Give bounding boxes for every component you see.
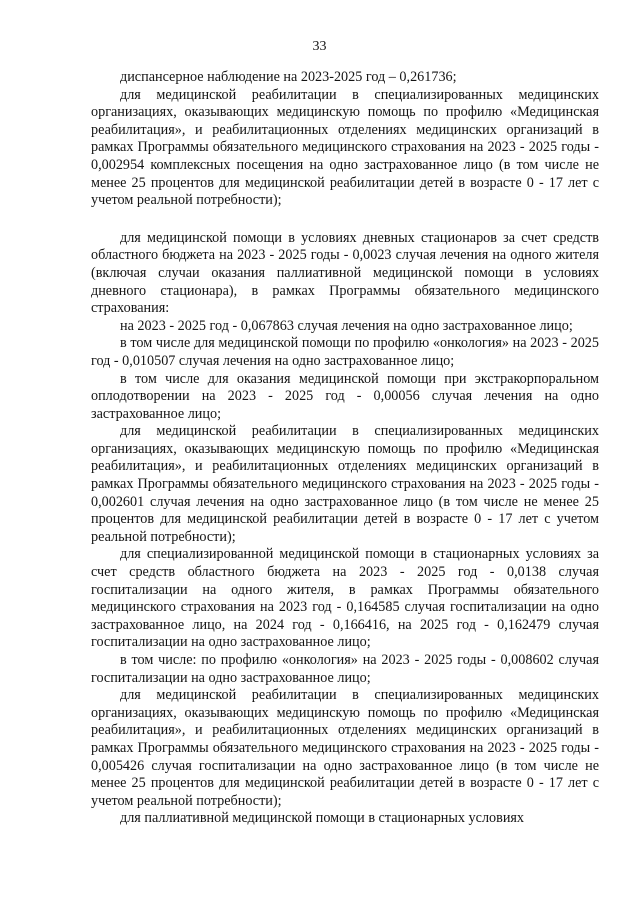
paragraph-oncology-day-hospital: в том числе для медицинской помощи по профилю «онкология» на 2023 - 2025 год - 0,010507 случая лечения на одно застрахованное лицо; bbox=[91, 335, 599, 369]
paragraph-oncology-inpatient: в том числе: по профилю «онкология» на 2023 - 2025 годы - 0,008602 случая госпитализации на одно застрахованное лицо; bbox=[91, 652, 599, 686]
paragraph-rehabilitation-visits: для медицинской реабилитации в специализированных медицинских организациях, оказывающих медицинскую помощь по профилю «Медицинская реабилитация», и реабилитационных отделениях медицинских организаций в рамках Программы обязательного медицинского страхования на 2023 - 2025 годы - 0,002954 комплексных посещения на одно застрахованное лицо (в том числе не менее 25 процентов для медицинской реабилитации детей в возрасте 0 - 17 лет с учетом реальной потребности); bbox=[91, 86, 599, 209]
paragraph-ivf: в том числе для оказания медицинской помощи при экстракорпоральном оплодотворении на 2023 - 2025 год - 0,00056 случая лечения на одно застрахованное лицо; bbox=[91, 370, 599, 422]
paragraph-day-hospital: для медицинской помощи в условиях дневных стационаров за счет средств областного бюджета на 2023 - 2025 годы - 0,0023 случая лечения на одного жителя (включая случаи оказания паллиативной медицинской помощи в условиях дневного стационара), в рамках Программы обязательного медицинского страхования: bbox=[91, 229, 599, 317]
paragraph-spacer bbox=[91, 210, 599, 230]
paragraph-dispensary-observation: диспансерное наблюдение на 2023-2025 год – 0,261736; bbox=[120, 69, 457, 85]
page-number: 33 bbox=[312, 39, 327, 54]
document-body bbox=[91, 69, 599, 828]
paragraph-rehabilitation-treatment: для медицинской реабилитации в специализированных медицинских организациях, оказывающих медицинскую помощь по профилю «Медицинская реабилитация», и реабилитационных отделениях медицинских организаций в рамках Программы обязательного медицинского страхования на 2023 - 2025 годы - 0,002601 случая лечения на одно застрахованное лицо (в том числе не менее 25 процентов для медицинской реабилитации детей в возрасте 0 - 17 лет с учетом реальной потребности); bbox=[91, 423, 599, 545]
paragraph-rehabilitation-hospitalization: для медицинской реабилитации в специализированных медицинских организациях, оказывающих медицинскую помощь по профилю «Медицинская реабилитация», и реабилитационных отделениях медицинских организаций в рамках Программы обязательного медицинского страхования на 2023 - 2025 годы - 0,005426 случая госпитализации на одно застрахованное лицо (в том числе не менее 25 процентов для медицинской реабилитации детей в возрасте 0 - 17 лет с учетом реальной потребности); bbox=[91, 687, 599, 809]
paragraph-palliative-inpatient: для паллиативной медицинской помощи в стационарных условиях bbox=[120, 810, 525, 827]
paragraph-day-hospital-rate: на 2023 - 2025 год - 0,067863 случая лечения на одно застрахованное лицо; bbox=[120, 317, 573, 334]
paragraph-specialized-inpatient: для специализированной медицинской помощи в стационарных условиях за счет средств областного бюджета на 2023 - 2025 год - 0,0138 случая госпитализации на одного жителя, в рамках Программы обязательного медицинского страхования на 2023 год - 0,164585 случая госпитализации на одно застрахованное лицо, на 2024 год - 0,166416, на 2025 год - 0,162479 случая госпитализации на одно застрахованное лицо; bbox=[91, 546, 599, 651]
